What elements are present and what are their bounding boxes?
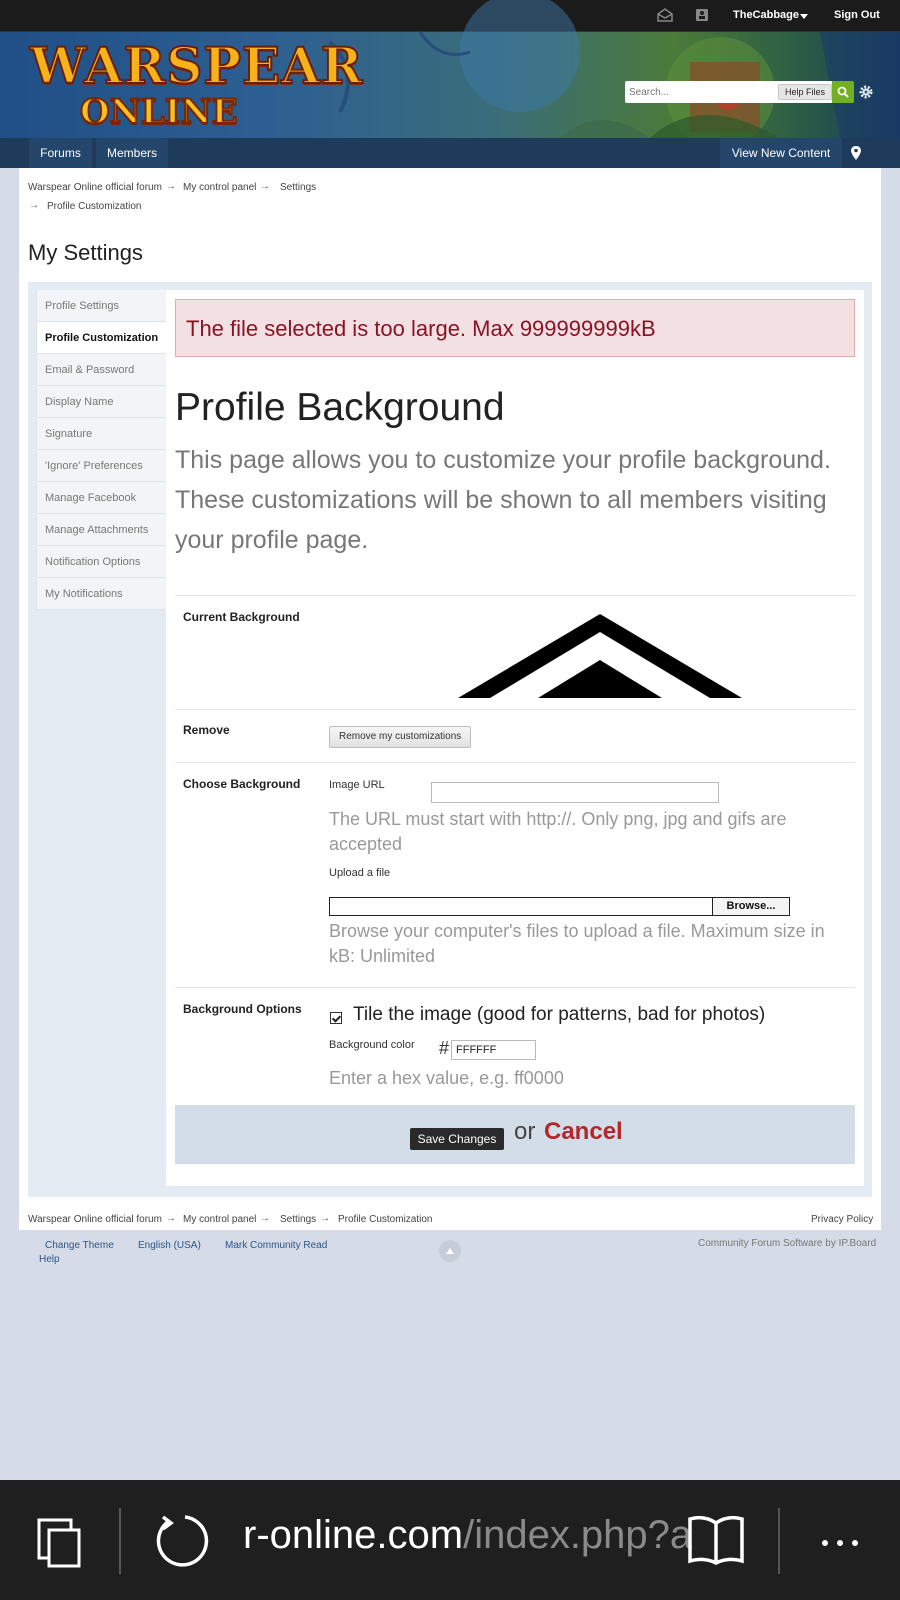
hash-symbol: # — [439, 1038, 450, 1058]
section-heading: Profile Background — [175, 386, 505, 429]
user-bar — [0, 0, 900, 32]
search-input[interactable] — [629, 84, 769, 100]
toolbar-divider — [778, 1508, 780, 1574]
sidebar-item-my-notifications[interactable]: My Notifications — [36, 578, 166, 610]
sidebar-item-profile-settings[interactable]: Profile Settings — [36, 290, 166, 322]
arrow-up-icon — [445, 1246, 455, 1256]
sidebar-item-profile-customization[interactable]: Profile Customization — [36, 322, 166, 354]
language-link[interactable]: English (USA) — [138, 1240, 201, 1251]
current-background-row — [175, 595, 855, 709]
address-bar[interactable] — [243, 1513, 693, 1563]
forum-software-credit[interactable]: Community Forum Software by IP.Board — [698, 1238, 877, 1249]
breadcrumb-settings[interactable]: Settings — [280, 182, 317, 193]
reading-view-icon[interactable] — [686, 1513, 746, 1567]
breadcrumb-separator: → — [260, 181, 270, 192]
page-title: My Settings — [28, 240, 143, 265]
remove-customizations-button[interactable]: Remove my customizations — [329, 726, 471, 748]
save-changes-button[interactable]: Save Changes — [410, 1128, 504, 1150]
current-background-label: Current Background — [183, 610, 300, 624]
form-actions — [175, 1105, 855, 1164]
back-to-top-button[interactable] — [439, 1240, 461, 1262]
breadcrumb-settings[interactable]: Settings — [280, 1214, 317, 1225]
breadcrumb-separator: → — [166, 181, 176, 192]
remove-label: Remove — [183, 723, 230, 737]
breadcrumb-separator: → — [260, 1213, 270, 1224]
mark-community-read-link[interactable]: Mark Community Read — [225, 1240, 328, 1251]
image-url-field[interactable] — [431, 782, 719, 803]
current-background-preview — [458, 614, 742, 698]
background-color-label: Background color — [329, 1039, 415, 1051]
or-text: or — [514, 1118, 536, 1145]
url-hint: The URL must start with http://. Only png, jpg and gifs are accepted — [329, 809, 787, 854]
breadcrumb-current: Profile Customization — [47, 201, 142, 212]
choose-background-label: Choose Background — [183, 777, 301, 791]
main-content — [19, 168, 881, 1230]
section-description: This page allows you to customize your profile background. These customizations will be shown to all members visiting your profile page. — [175, 446, 831, 554]
privacy-policy-link[interactable]: Privacy Policy — [811, 1214, 874, 1225]
url-path: /index.php?a — [463, 1513, 693, 1557]
site-header — [0, 32, 900, 138]
choose-background-row — [175, 762, 855, 987]
notifications-icon[interactable] — [694, 8, 710, 22]
settings-area — [28, 282, 872, 1197]
help-files-button[interactable]: Help Files — [778, 84, 832, 100]
breadcrumb-separator: → — [166, 1213, 176, 1224]
chevron-down-icon — [800, 14, 808, 19]
logo-online: ONLINE — [80, 92, 238, 132]
gear-icon[interactable] — [858, 84, 874, 100]
change-theme-link[interactable]: Change Theme — [45, 1240, 114, 1251]
breadcrumb-forum[interactable]: Warspear Online official forum — [28, 182, 162, 193]
tabs-icon[interactable] — [37, 1518, 83, 1568]
tile-image-label[interactable]: Tile the image (good for patterns, bad for photos) — [353, 1004, 766, 1025]
error-message — [175, 299, 855, 357]
nav-tab-members[interactable]: Members — [96, 138, 168, 168]
background-color-field[interactable] — [451, 1040, 536, 1060]
error-text: The file selected is too large. Max 999999999kB — [186, 316, 656, 341]
breadcrumb-separator: → — [29, 200, 39, 211]
remove-row — [175, 709, 855, 762]
settings-sidebar — [36, 290, 166, 610]
url-host: r-online.com — [243, 1513, 464, 1557]
sidebar-item-signature[interactable]: Signature — [36, 418, 166, 450]
cancel-link[interactable]: Cancel — [544, 1118, 623, 1145]
image-url-label: Image URL — [329, 779, 385, 791]
view-new-content-link[interactable]: View New Content — [720, 138, 842, 168]
envelope-icon[interactable] — [657, 8, 673, 22]
sign-out-link[interactable]: Sign Out — [834, 9, 880, 21]
sidebar-item-display-name[interactable]: Display Name — [36, 386, 166, 418]
breadcrumb-control-panel[interactable]: My control panel — [183, 182, 257, 193]
sidebar-item-manage-attachments[interactable]: Manage Attachments — [36, 514, 166, 546]
primary-nav — [0, 138, 900, 168]
sidebar-item-ignore-preferences[interactable]: 'Ignore' Preferences — [36, 450, 166, 482]
toolbar-divider — [119, 1508, 121, 1574]
upload-label: Upload a file — [329, 867, 391, 879]
sidebar-item-email-password[interactable]: Email & Password — [36, 354, 166, 386]
color-hint: Enter a hex value, e.g. ff0000 — [329, 1068, 564, 1088]
sidebar-item-manage-facebook[interactable]: Manage Facebook — [36, 482, 166, 514]
sidebar-item-notification-options[interactable]: Notification Options — [36, 546, 166, 578]
browser-toolbar — [0, 1480, 900, 1600]
refresh-icon[interactable] — [155, 1513, 209, 1567]
breadcrumb-control-panel[interactable]: My control panel — [183, 1214, 257, 1225]
breadcrumb-current: Profile Customization — [338, 1214, 433, 1225]
breadcrumb-separator: → — [320, 1213, 330, 1224]
location-pin-icon[interactable] — [850, 146, 862, 160]
nav-tab-forums[interactable]: Forums — [29, 138, 92, 168]
browse-button[interactable]: Browse... — [712, 897, 790, 916]
file-upload-field[interactable] — [329, 897, 713, 916]
background-options-row — [175, 987, 855, 1105]
breadcrumb-forum[interactable]: Warspear Online official forum — [28, 1214, 162, 1225]
settings-content — [166, 290, 864, 1186]
logo-warspear[interactable]: WARSPEAR — [30, 36, 364, 95]
tile-image-checkbox[interactable] — [330, 1012, 342, 1024]
help-link[interactable]: Help — [39, 1254, 60, 1265]
user-menu[interactable]: TheCabbage — [733, 9, 800, 21]
search-button[interactable] — [832, 81, 854, 103]
more-icon[interactable] — [820, 1538, 860, 1548]
upload-hint: Browse your computer's files to upload a file. Maximum size in kB: Unlimited — [329, 921, 825, 966]
search-icon — [837, 86, 849, 98]
background-options-label: Background Options — [183, 1002, 302, 1016]
